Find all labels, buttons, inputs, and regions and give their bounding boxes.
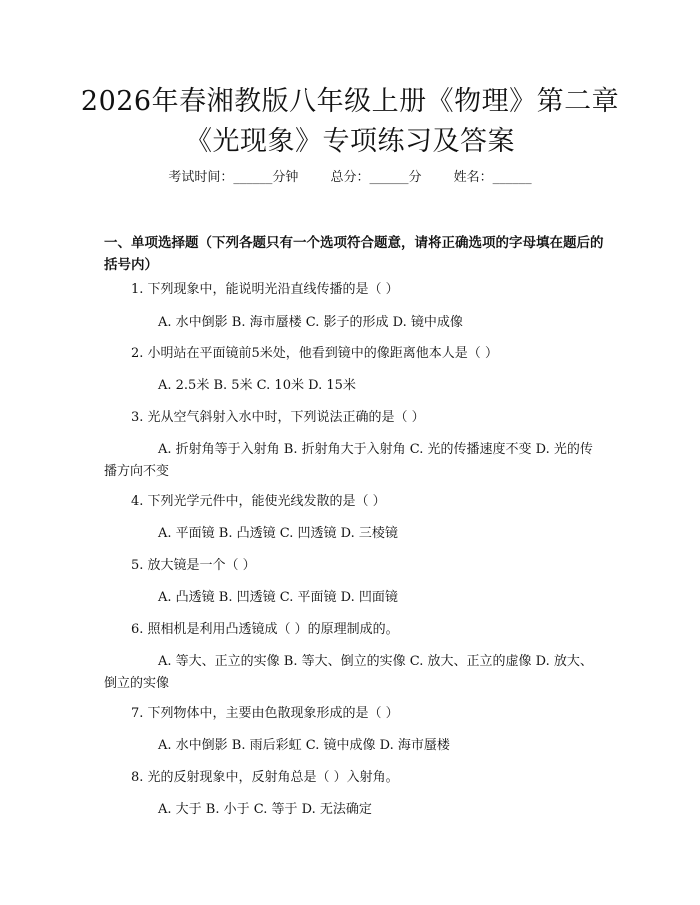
- question-stem: 3. 光从空气斜射入水中时，下列说法正确的是（ ）: [131, 410, 425, 425]
- question-stem: 1. 下列现象中，能说明光沿直线传播的是（ ）: [131, 282, 399, 297]
- question-stem: 8. 光的反射现象中，反射角总是（ ）入射角。: [131, 770, 399, 785]
- question-stem: 2. 小明站在平面镜前5米处，他看到镜中的像距离他本人是（ ）: [131, 346, 498, 361]
- question-options: A. 大于 B. 小于 C. 等于 D. 无法确定: [158, 802, 372, 817]
- question-options: A. 折射角等于入射角 B. 折射角大于入射角 C. 光的传播速度不变 D. 光的传播方向不变: [104, 442, 593, 479]
- question-options: A. 等大、正立的实像 B. 等大、倒立的实像 C. 放大、正立的虚像 D. 放大、倒立的实像: [104, 654, 593, 691]
- question-stem: 4. 下列光学元件中，能使光线发散的是（ ）: [131, 494, 386, 509]
- question-stem: 6. 照相机是利用凸透镜成（ ）的原理制成的。: [131, 622, 399, 637]
- question-stem: 5. 放大镜是一个（ ）: [131, 558, 256, 573]
- question-options: A. 2.5米 B. 5米 C. 10米 D. 15米: [158, 378, 356, 393]
- question-options: A. 水中倒影 B. 雨后彩虹 C. 镜中成像 D. 海市蜃楼: [158, 738, 450, 753]
- question-options: A. 平面镜 B. 凸透镜 C. 凹透镜 D. 三棱镜: [158, 526, 398, 541]
- question-options: A. 凸透镜 B. 凹透镜 C. 平面镜 D. 凹面镜: [158, 590, 398, 605]
- question-stem: 7. 下列物体中，主要由色散现象形成的是（ ）: [131, 706, 399, 721]
- exam-time-field: 考试时间：______分钟: [168, 170, 299, 185]
- document-title-line2: 《光现象》专项练习及答案: [185, 126, 515, 157]
- total-score-field: 总分：______分: [330, 170, 422, 185]
- exam-info: [0, 168, 700, 188]
- question-options: A. 水中倒影 B. 海市蜃楼 C. 影子的形成 D. 镜中成像: [158, 315, 463, 330]
- document-title-line1: 2026年春湘教版八年级上册《物理》第二章: [80, 86, 620, 117]
- section-heading: 一、单项选择题（下列各题只有一个选项符合题意，请将正确选项的字母填在题后的括号内）: [104, 235, 604, 273]
- student-name-field: 姓名：______: [453, 170, 532, 185]
